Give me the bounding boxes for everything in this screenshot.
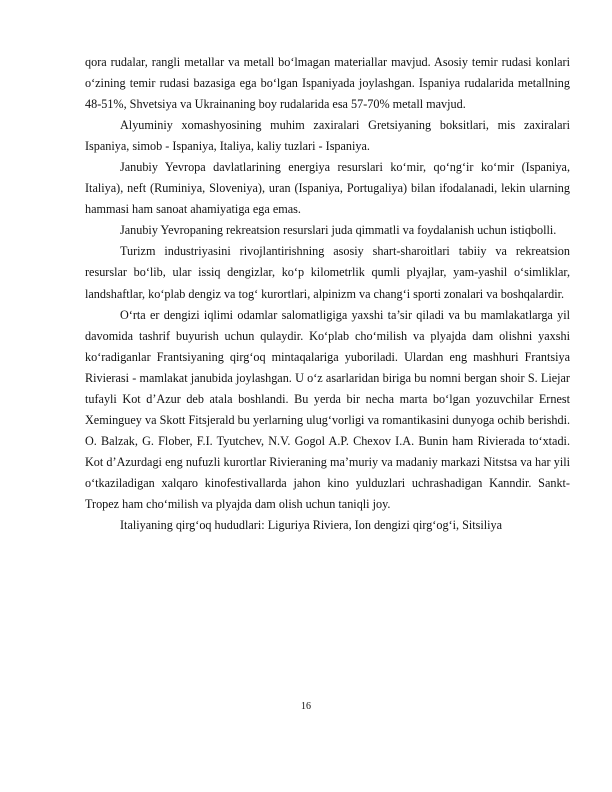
paragraph: Janubiy Yevropa davlatlarining energiya resurslari ko‘mir, qo‘ng‘ir ko‘mir (Ispaniya, Italiya), neft (Ruminiya, Sloveniya), uran (Ispaniya, Portugaliya) bilan ifodalanadi, lekin ularning hammasi ham sanoat ahamiyatiga ega emas. bbox=[85, 160, 570, 217]
paragraph: Janubiy Yevropaning rekreatsion resurslari juda qimmatli va foydalanish uchun istiqbolli. bbox=[120, 223, 557, 238]
page-number: 16 bbox=[301, 701, 311, 712]
paragraph: O‘rta er dengizi iqlimi odamlar salomatligiga yaxshi ta’sir qiladi va bu mamlakatlarga yil davomida tashrif buyurish uchun qulaydir. Ko‘plab cho‘milish va plyajda dam olishni yaxshi ko‘radiganlar Frantsiyaning qirg‘oq mintaqalariga yuboriladi. Ulardan eng mashhuri Frantsiya Rivierasi - mamlakat janubida joylashgan. U o‘z asarlaridan biriga bu nomni bergan shoir S. Liejar tufayli Kot d’Azur deb atala boshlandi. Bu yerda bir necha marta bo‘lgan yozuvchilar Ernest Xeminguey va Skott Fitsjerald bu yerlarning ulug‘vorligi va romantikasini dunyoga ochib berishdi. O. Balzak, G. Flober, F.I. Tyutchev, N.V. Gogol A.P. Chexov I.A. Bunin ham Rivierada to‘xtadi. Kot d’Azurdagi eng nufuzli kurortlar Rivieraning ma’muriy va madaniy markazi Nitstsa va har yili o‘tkaziladigan xalqaro kinofestivallarda jahon kino yulduzlari uchrashadigan Kanndir. Sankt-Tropez ham cho‘milish va plyajda dam olish uchun taniqli joy. bbox=[85, 307, 570, 511]
paragraph: Turizm industriyasini rivojlantirishning asosiy shart-sharoitlari tabiiy va rekreatsion resurslar bo‘lib, ular issiq dengizlar, ko‘p kilometrlik qumli plyajlar, yam-yashil o‘simliklar, landshaftlar, ko‘plab dengiz va tog‘ kurortlari, alpinizm va chang‘i sporti zonalari va boshqalardir. bbox=[85, 244, 570, 301]
paragraph: Alyuminiy xomashyosining muhim zaxiralari Gretsiyaning boksitlari, mis zaxiralari Ispaniya, simob - Ispaniya, Italiya, kaliy tuzlari - Ispaniya. bbox=[85, 118, 570, 154]
paragraph-truncated: Italiyaning qirg‘oq hududlari: Liguriya Riviera, Ion dengizi qirg‘og‘i, Sitsiliya bbox=[120, 518, 503, 533]
text-body bbox=[85, 52, 570, 536]
paragraph-continued: qora rudalar, rangli metallar va metall bo‘lmagan materiallar mavjud. Asosiy temir rudasi konlari o‘zining temir rudasi bazasiga ega bo‘lgan Ispaniyada joylashgan. Ispaniya rudalarida metallning 48-51%, Shvetsiya va Ukrainaning boy rudalarida esa 57-70% metall mavjud. bbox=[85, 55, 570, 112]
